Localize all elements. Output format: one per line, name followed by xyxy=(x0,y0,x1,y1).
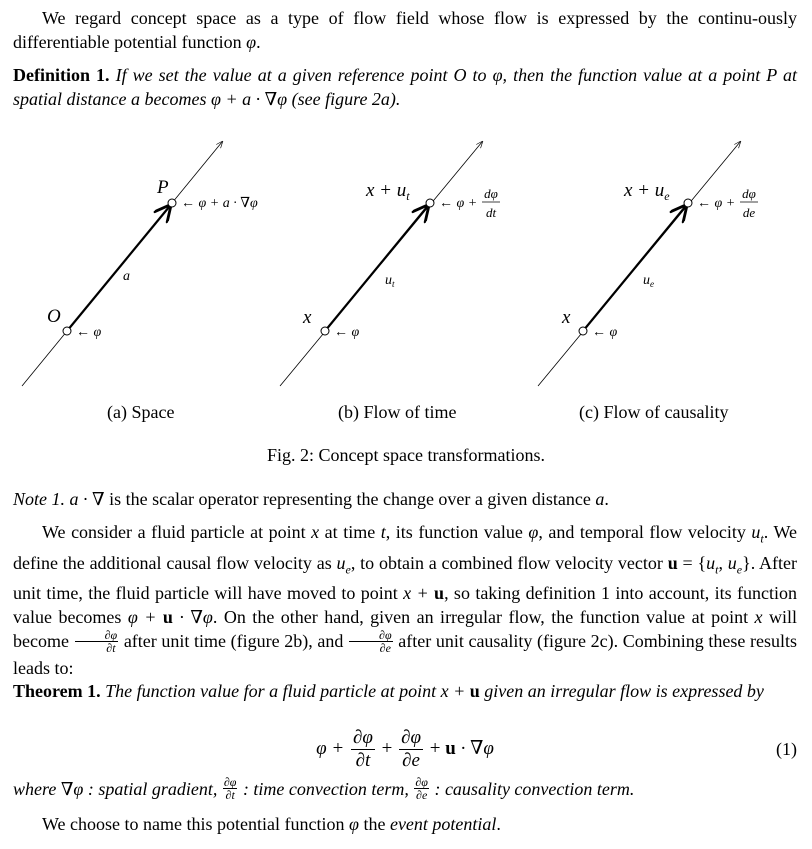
note-1: Note 1. a · ∇ is the scalar operator representing the change over a given distance a. xyxy=(13,489,609,509)
equation-number: (1) xyxy=(776,739,797,759)
theorem-1: Theorem 1. The function value for a fluid particle at point x + u given an irregular flow is expressed by xyxy=(13,681,764,701)
intro-paragraph: We regard concept space as a type of flow field whose flow is expressed by the continu-ously differentiable potential function φ. xyxy=(13,8,797,52)
panel-c-out-value: ← φ + xyxy=(697,196,736,211)
panel-c-point-x xyxy=(579,327,587,335)
panel-a-point-p xyxy=(168,199,176,207)
panel-b-label-x: x xyxy=(303,307,312,328)
panel-a-in-value: ← φ xyxy=(76,325,102,340)
panel-b-point-x xyxy=(321,327,329,335)
panel-c-label-u: $u_e$ xyxy=(643,273,654,289)
panel-a-out-value: ← φ + a · ∇φ xyxy=(181,196,258,211)
panel-b-out-value: ← φ + xyxy=(439,196,478,211)
panel-c-in-value: ← φ xyxy=(592,325,618,340)
panel-c-label-x: x xyxy=(562,307,571,328)
main-paragraph: We consider a fluid particle at point x at time t, its function value φ, and temporal flow velocity $u_t$. We define the additional causal flow velocity as $u_e$, to obtain a combined flow velocity vector $u = \{u_t$, $u_e$}. After unit time, the fluid particle will have moved to point x + u, so taking definition 1 into account, its function value becomes φ + u · ∇φ. On the other hand, given an irregular flow, the function value at point x will become $\frac{\partial\varphi}{\partial t}$ after unit time (figure 2b), and $\frac{\partial\varphi}{\partial e}$ after unit causality (figure 2c). Combining these results leads to: xyxy=(13,522,798,678)
panel-a-vector-arrow xyxy=(67,207,169,331)
figure-caption: Fig. 2: Concept space transformations. xyxy=(267,445,545,465)
panel-b-vector-arrow xyxy=(325,207,427,331)
panel-b-frac-den: dt xyxy=(485,205,497,220)
panel-b-label-u: $u_t$ xyxy=(385,273,395,289)
panel-a-label-a: a xyxy=(123,269,130,284)
panel-c-point-xu xyxy=(684,199,692,207)
definition-1: Definition 1. If we set the value at a given reference point O to φ, then the function value at a point P at spatial distance a becomes φ + a · ∇φ (see figure 2a). xyxy=(13,65,797,109)
equation-body: φ + $\frac{\partial\varphi}{\partial t}$ + $\frac{\partial\varphi}{\partial e}$ + u · ∇φ xyxy=(316,727,494,772)
panel-c-frac-num: dφ xyxy=(742,186,756,201)
panel-a-label-p: P xyxy=(157,177,169,198)
equation-1 xyxy=(13,726,797,772)
panel-b-frac-num: dφ xyxy=(484,186,498,201)
panel-b-in-value: ← φ xyxy=(334,325,360,340)
panel-c xyxy=(538,142,758,386)
panel-a-point-o xyxy=(63,327,71,335)
panel-c-label-top: $x + u_e$ xyxy=(624,180,670,203)
where-line: where ∇φ : spatial gradient, $\frac{\partial\varphi}{\partial t}$ : time convection term, $\frac{\partial\varphi}{\partial e}$ : causality convection term. xyxy=(13,775,635,803)
panel-b-point-xu xyxy=(426,199,434,207)
panel-c-vector-arrow xyxy=(583,207,685,331)
panel-b-label-top: $x + u_t$ xyxy=(366,180,410,203)
figure-2 xyxy=(0,130,812,400)
subcaption-b: (b) Flow of time xyxy=(338,402,457,422)
panel-c-frac-den: de xyxy=(742,205,756,220)
closing-paragraph: We choose to name this potential function φ the event potential. xyxy=(42,814,501,834)
subcaption-c: (c) Flow of causality xyxy=(579,402,729,422)
panel-b xyxy=(280,142,500,386)
subcaption-a: (a) Space xyxy=(107,402,175,422)
panel-a xyxy=(22,142,258,386)
panel-a-label-o: O xyxy=(47,306,61,327)
